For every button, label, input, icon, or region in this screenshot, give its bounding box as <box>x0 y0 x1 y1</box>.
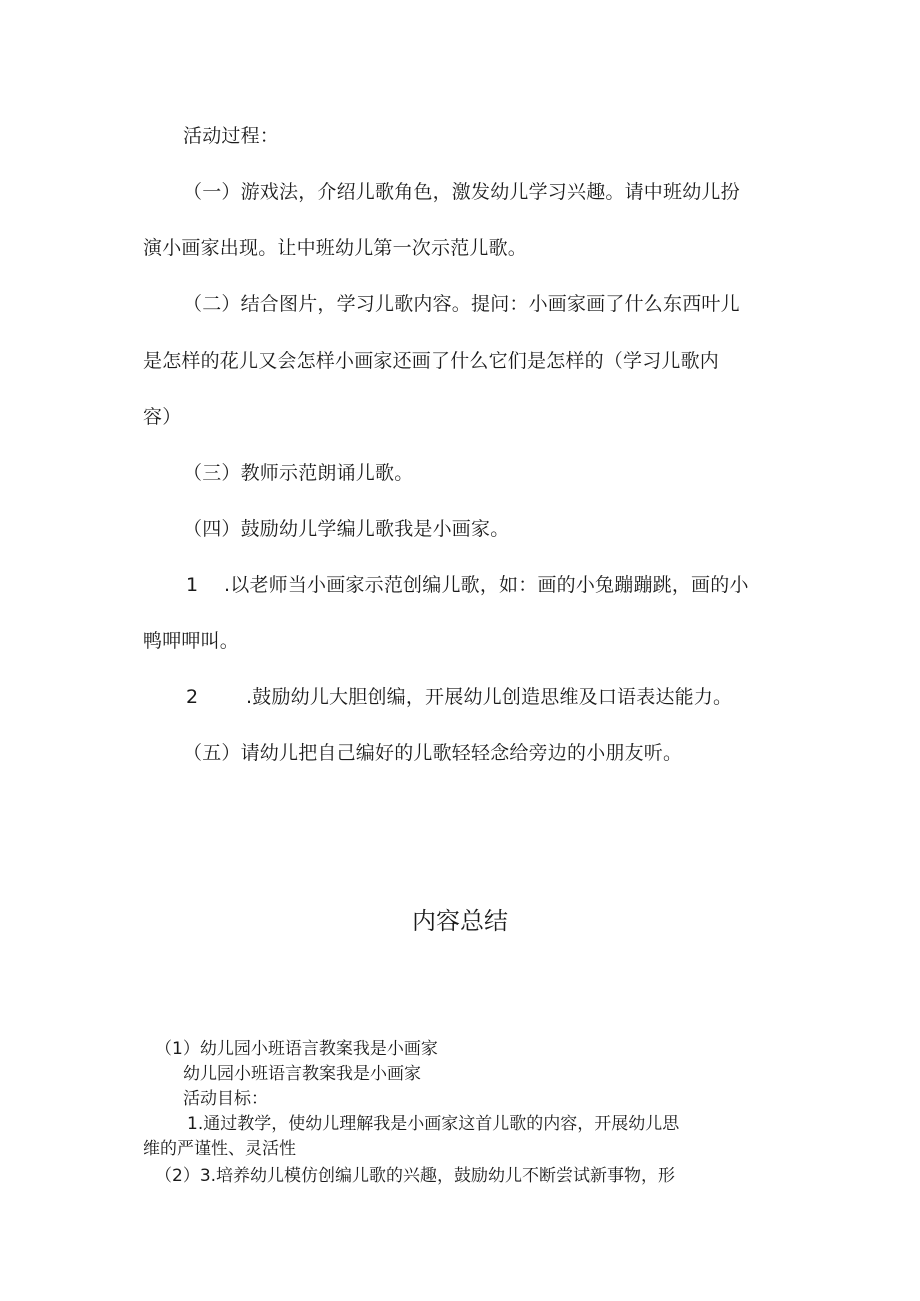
step4: （四）鼓励幼儿学编儿歌我是小画家。 <box>183 518 510 540</box>
goal1-line2: 维的严谨性、灵活性 <box>143 1139 296 1159</box>
process-heading: 活动过程： <box>183 125 280 147</box>
step1-line1: （一）游戏法，介绍儿歌角色，激发幼儿学习兴趣。请中班幼儿扮 <box>183 181 740 203</box>
step2-line3: 容） <box>143 406 182 428</box>
step2-line1: （二）结合图片，学习儿歌内容。提问：小画家画了什么东西叶儿 <box>183 293 740 315</box>
sub2-number: 2 <box>186 686 199 708</box>
step2-line2: 是怎样的花儿又会怎样小画家还画了什么它们是怎样的（学习儿歌内 <box>143 350 720 372</box>
summary-title: 内容总结 <box>412 907 508 935</box>
sub1-line1 <box>186 573 749 597</box>
goal-label: 活动目标： <box>183 1089 268 1109</box>
sub2-line <box>186 685 732 709</box>
step1-line2: 演小画家出现。让中班幼儿第一次示范儿歌。 <box>143 237 528 259</box>
step5: （五）请幼儿把自己编好的儿歌轻轻念给旁边的小朋友听。 <box>183 742 683 764</box>
goal1-line1: 1.通过教学，使幼儿理解我是小画家这首儿歌的内容，开展幼儿思 <box>187 1114 680 1134</box>
sub1-number: 1 <box>186 574 199 596</box>
sub2-text: .鼓励幼儿大胆创编，开展幼儿创造思维及口语表达能力。 <box>246 686 733 708</box>
summary-item1: （1）幼儿园小班语言教案我是小画家 <box>155 1039 438 1059</box>
summary-item2: （2）3.培养幼儿模仿创编儿歌的兴趣，鼓励幼儿不断尝试新事物，形 <box>155 1166 676 1186</box>
step3: （三）教师示范朗诵儿歌。 <box>183 462 414 484</box>
summary-item1-sub: 幼儿园小班语言教案我是小画家 <box>183 1064 421 1084</box>
sub1-text: .以老师当小画家示范创编儿歌，如：画的小兔蹦蹦跳，画的小 <box>224 574 749 596</box>
sub1-line2: 鸭呷呷叫。 <box>143 630 240 652</box>
